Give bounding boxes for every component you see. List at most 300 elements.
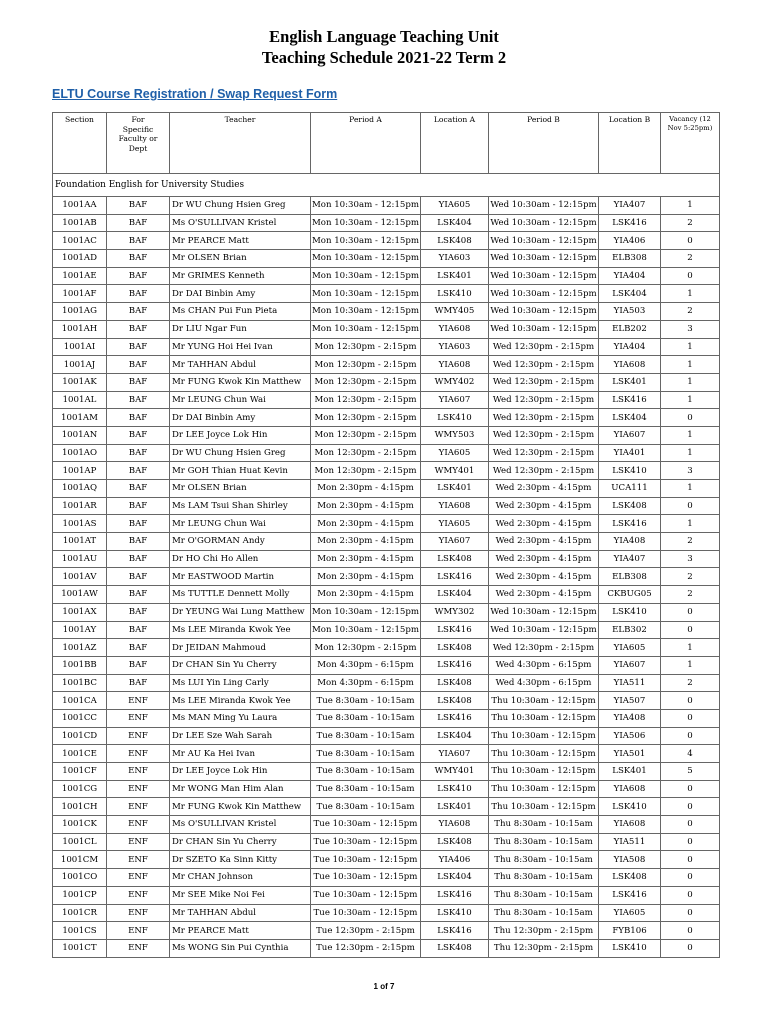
section-cell: 1001CS [53,922,107,940]
vacancy-cell: 2 [661,250,720,268]
period-b-cell: Wed 12:30pm - 2:15pm [489,391,599,409]
faculty-cell: ENF [107,886,170,904]
section-cell: 1001CM [53,851,107,869]
faculty-cell: ENF [107,833,170,851]
teacher-cell: Ms LAM Tsui Shan Shirley [170,497,311,515]
section-cell: 1001AD [53,250,107,268]
teacher-cell: Dr SZETO Ka Sinn Kitty [170,851,311,869]
location-a-cell: YIA607 [421,391,489,409]
period-a-cell: Mon 12:30pm - 2:15pm [311,639,421,657]
period-b-cell: Thu 10:30am - 12:15pm [489,692,599,710]
location-a-cell: LSK416 [421,568,489,586]
faculty-cell: ENF [107,798,170,816]
section-cell: 1001AY [53,621,107,639]
table-row [53,533,720,551]
period-b-cell: Wed 10:30am - 12:15pm [489,285,599,303]
faculty-cell: BAF [107,267,170,285]
section-cell: 1001AI [53,338,107,356]
vacancy-cell: 0 [661,232,720,250]
location-a-cell: YIA605 [421,197,489,215]
section-cell: 1001CE [53,745,107,763]
period-a-cell: Tue 10:30am - 12:15pm [311,816,421,834]
vacancy-cell: 2 [661,568,720,586]
period-a-cell: Mon 2:30pm - 4:15pm [311,533,421,551]
column-header-period-a: Period A [311,113,421,174]
teacher-cell: Dr CHAN Sin Yu Cherry [170,833,311,851]
teacher-cell: Mr PEARCE Matt [170,232,311,250]
location-a-cell: WMY405 [421,303,489,321]
table-row [53,462,720,480]
faculty-cell: ENF [107,727,170,745]
vacancy-cell: 1 [661,373,720,391]
location-a-cell: WMY302 [421,603,489,621]
period-b-cell: Thu 8:30am - 10:15am [489,833,599,851]
location-b-cell: LSK416 [599,214,661,232]
teacher-cell: Ms LEE Miranda Kwok Yee [170,621,311,639]
location-b-cell: YIA401 [599,444,661,462]
location-a-cell: LSK404 [421,869,489,887]
location-b-cell: YIA605 [599,904,661,922]
vacancy-cell: 0 [661,727,720,745]
registration-form-link[interactable]: ELTU Course Registration / Swap Request Form [52,87,338,101]
table-row [53,639,720,657]
location-a-cell: LSK416 [421,886,489,904]
faculty-cell: BAF [107,214,170,232]
section-cell: 1001CT [53,939,107,957]
vacancy-cell: 1 [661,480,720,498]
location-a-cell: WMY401 [421,462,489,480]
teacher-cell: Mr WONG Man Him Alan [170,780,311,798]
section-cell: 1001AF [53,285,107,303]
faculty-cell: BAF [107,444,170,462]
location-b-cell: LSK416 [599,391,661,409]
column-header-location-b: Location B [599,113,661,174]
vacancy-cell: 1 [661,285,720,303]
teacher-cell: Mr CHAN Johnson [170,869,311,887]
location-a-cell: LSK416 [421,656,489,674]
location-a-cell: LSK408 [421,639,489,657]
period-b-cell: Wed 4:30pm - 6:15pm [489,674,599,692]
faculty-cell: BAF [107,550,170,568]
location-b-cell: CKBUG05 [599,586,661,604]
period-b-cell: Thu 10:30am - 12:15pm [489,727,599,745]
section-cell: 1001AE [53,267,107,285]
period-a-cell: Tue 10:30am - 12:15pm [311,886,421,904]
teacher-cell: Mr EASTWOOD Martin [170,568,311,586]
vacancy-cell: 1 [661,197,720,215]
vacancy-cell: 1 [661,426,720,444]
vacancy-cell: 0 [661,851,720,869]
vacancy-cell: 0 [661,692,720,710]
vacancy-cell: 1 [661,515,720,533]
location-b-cell: LSK408 [599,869,661,887]
period-a-cell: Tue 8:30am - 10:15am [311,745,421,763]
section-cell: 1001CD [53,727,107,745]
location-b-cell: UCA111 [599,480,661,498]
period-a-cell: Mon 12:30pm - 2:15pm [311,409,421,427]
teacher-cell: Ms O'SULLIVAN Kristel [170,214,311,232]
vacancy-cell: 0 [661,621,720,639]
table-row [53,285,720,303]
period-a-cell: Mon 10:30am - 12:15pm [311,285,421,303]
table-row [53,851,720,869]
section-cell: 1001AP [53,462,107,480]
faculty-cell: BAF [107,462,170,480]
location-b-cell: YIA511 [599,833,661,851]
table-row [53,798,720,816]
period-b-cell: Wed 2:30pm - 4:15pm [489,586,599,604]
section-cell: 1001CG [53,780,107,798]
table-row [53,250,720,268]
location-a-cell: YIA608 [421,816,489,834]
faculty-cell: BAF [107,639,170,657]
teacher-cell: Mr LEUNG Chun Wai [170,515,311,533]
location-b-cell: LSK408 [599,497,661,515]
section-cell: 1001AT [53,533,107,551]
period-a-cell: Mon 2:30pm - 4:15pm [311,497,421,515]
vacancy-cell: 0 [661,833,720,851]
period-b-cell: Thu 10:30am - 12:15pm [489,780,599,798]
period-a-cell: Tue 10:30am - 12:15pm [311,851,421,869]
faculty-cell: BAF [107,568,170,586]
location-b-cell: YIA511 [599,674,661,692]
location-a-cell: WMY402 [421,373,489,391]
vacancy-cell: 4 [661,745,720,763]
period-b-cell: Wed 12:30pm - 2:15pm [489,426,599,444]
period-b-cell: Wed 10:30am - 12:15pm [489,621,599,639]
faculty-cell: BAF [107,285,170,303]
section-cell: 1001AX [53,603,107,621]
location-a-cell: LSK404 [421,586,489,604]
location-b-cell: YIA506 [599,727,661,745]
vacancy-cell: 0 [661,709,720,727]
location-b-cell: LSK401 [599,763,661,781]
location-a-cell: LSK408 [421,674,489,692]
period-b-cell: Wed 10:30am - 12:15pm [489,232,599,250]
location-b-cell: LSK404 [599,409,661,427]
period-a-cell: Mon 10:30am - 12:15pm [311,232,421,250]
vacancy-cell: 1 [661,444,720,462]
faculty-cell: ENF [107,939,170,957]
period-a-cell: Mon 10:30am - 12:15pm [311,303,421,321]
period-a-cell: Mon 12:30pm - 2:15pm [311,462,421,480]
teacher-cell: Dr WU Chung Hsien Greg [170,444,311,462]
location-b-cell: YIA407 [599,197,661,215]
teacher-cell: Mr OLSEN Brian [170,250,311,268]
location-b-cell: YIA605 [599,639,661,657]
period-b-cell: Thu 8:30am - 10:15am [489,816,599,834]
teacher-cell: Mr O'GORMAN Andy [170,533,311,551]
section-cell: 1001CK [53,816,107,834]
period-b-cell: Wed 2:30pm - 4:15pm [489,497,599,515]
teacher-cell: Mr SEE Mike Noi Fei [170,886,311,904]
teacher-cell: Dr LIU Ngar Fun [170,320,311,338]
location-b-cell: YIA406 [599,232,661,250]
teacher-cell: Ms TUTTLE Dennett Molly [170,586,311,604]
column-header-vacancy: Vacancy (12 Nov 5:25pm) [661,113,720,174]
location-b-cell: LSK410 [599,939,661,957]
page-number: 1 of 7 [373,982,395,991]
teacher-cell: Dr DAI Binbin Amy [170,285,311,303]
period-a-cell: Mon 10:30am - 12:15pm [311,621,421,639]
table-row [53,568,720,586]
location-b-cell: YIA501 [599,745,661,763]
location-a-cell: LSK408 [421,550,489,568]
teacher-cell: Ms MAN Ming Yu Laura [170,709,311,727]
location-a-cell: LSK410 [421,780,489,798]
period-b-cell: Wed 12:30pm - 2:15pm [489,338,599,356]
vacancy-cell: 0 [661,603,720,621]
location-b-cell: ELB202 [599,320,661,338]
teacher-cell: Ms LUI Yin Ling Carly [170,674,311,692]
period-a-cell: Tue 12:30pm - 2:15pm [311,922,421,940]
vacancy-cell: 0 [661,922,720,940]
faculty-cell: BAF [107,515,170,533]
period-b-cell: Wed 4:30pm - 6:15pm [489,656,599,674]
vacancy-cell: 2 [661,303,720,321]
faculty-cell: BAF [107,197,170,215]
teacher-cell: Dr YEUNG Wai Lung Matthew [170,603,311,621]
vacancy-cell: 0 [661,904,720,922]
vacancy-cell: 3 [661,462,720,480]
period-b-cell: Wed 12:30pm - 2:15pm [489,373,599,391]
faculty-cell: ENF [107,709,170,727]
location-b-cell: YIA404 [599,338,661,356]
section-cell: 1001AA [53,197,107,215]
period-a-cell: Mon 12:30pm - 2:15pm [311,444,421,462]
period-b-cell: Thu 10:30am - 12:15pm [489,798,599,816]
period-b-cell: Wed 2:30pm - 4:15pm [489,550,599,568]
location-b-cell: LSK410 [599,462,661,480]
section-cell: 1001CC [53,709,107,727]
faculty-cell: ENF [107,851,170,869]
vacancy-cell: 0 [661,409,720,427]
location-a-cell: LSK416 [421,709,489,727]
period-a-cell: Tue 8:30am - 10:15am [311,709,421,727]
location-b-cell: YIA608 [599,356,661,374]
location-b-cell: YIA607 [599,656,661,674]
period-b-cell: Wed 12:30pm - 2:15pm [489,639,599,657]
table-row [53,267,720,285]
location-a-cell: YIA608 [421,356,489,374]
table-row [53,497,720,515]
period-a-cell: Tue 12:30pm - 2:15pm [311,939,421,957]
section-cell: 1001AZ [53,639,107,657]
section-cell: 1001AB [53,214,107,232]
column-header-location-a: Location A [421,113,489,174]
section-cell: 1001AV [53,568,107,586]
location-b-cell: LSK404 [599,285,661,303]
location-a-cell: YIA406 [421,851,489,869]
period-b-cell: Wed 2:30pm - 4:15pm [489,568,599,586]
section-cell: 1001AM [53,409,107,427]
vacancy-cell: 0 [661,497,720,515]
period-b-cell: Wed 2:30pm - 4:15pm [489,533,599,551]
vacancy-cell: 0 [661,886,720,904]
table-row [53,356,720,374]
document-header [0,26,768,68]
section-cell: 1001BB [53,656,107,674]
location-b-cell: YIA608 [599,780,661,798]
faculty-cell: ENF [107,922,170,940]
location-a-cell: LSK401 [421,267,489,285]
faculty-cell: BAF [107,426,170,444]
section-cell: 1001CH [53,798,107,816]
table-row [53,939,720,957]
vacancy-cell: 1 [661,639,720,657]
table-row [53,586,720,604]
period-b-cell: Wed 2:30pm - 4:15pm [489,480,599,498]
table-row [53,480,720,498]
teacher-cell: Dr WU Chung Hsien Greg [170,197,311,215]
teacher-cell: Ms O'SULLIVAN Kristel [170,816,311,834]
vacancy-cell: 0 [661,780,720,798]
faculty-cell: BAF [107,250,170,268]
teacher-cell: Mr AU Ka Hei Ivan [170,745,311,763]
teacher-cell: Dr HO Chi Ho Allen [170,550,311,568]
section-cell: 1001AQ [53,480,107,498]
faculty-cell: BAF [107,409,170,427]
faculty-cell: BAF [107,320,170,338]
location-a-cell: WMY401 [421,763,489,781]
vacancy-cell: 2 [661,214,720,232]
group-row [53,174,720,197]
faculty-cell: BAF [107,603,170,621]
faculty-cell: ENF [107,816,170,834]
location-b-cell: YIA408 [599,709,661,727]
table-row [53,674,720,692]
section-cell: 1001AU [53,550,107,568]
location-a-cell: LSK401 [421,480,489,498]
location-a-cell: YIA605 [421,515,489,533]
period-a-cell: Tue 8:30am - 10:15am [311,727,421,745]
location-a-cell: LSK410 [421,285,489,303]
period-a-cell: Tue 10:30am - 12:15pm [311,869,421,887]
teacher-cell: Mr TAHHAN Abdul [170,356,311,374]
section-cell: 1001AG [53,303,107,321]
location-b-cell: YIA508 [599,851,661,869]
group-title: Foundation English for University Studies [53,174,720,197]
period-a-cell: Mon 10:30am - 12:15pm [311,320,421,338]
section-cell: 1001AR [53,497,107,515]
table-row [53,320,720,338]
faculty-cell: BAF [107,303,170,321]
document-title: English Language Teaching Unit [269,27,499,46]
table-row [53,303,720,321]
location-a-cell: YIA608 [421,320,489,338]
teacher-cell: Mr OLSEN Brian [170,480,311,498]
location-b-cell: FYB106 [599,922,661,940]
table-row [53,603,720,621]
period-b-cell: Thu 8:30am - 10:15am [489,886,599,904]
period-a-cell: Tue 10:30am - 12:15pm [311,904,421,922]
teacher-cell: Dr LEE Sze Wah Sarah [170,727,311,745]
column-header-period-b: Period B [489,113,599,174]
period-b-cell: Wed 10:30am - 12:15pm [489,303,599,321]
teacher-cell: Dr JEIDAN Mahmoud [170,639,311,657]
table-row [53,869,720,887]
location-b-cell: YIA507 [599,692,661,710]
teacher-cell: Mr YUNG Hoi Hei Ivan [170,338,311,356]
period-b-cell: Wed 10:30am - 12:15pm [489,197,599,215]
table-row [53,232,720,250]
section-cell: 1001AK [53,373,107,391]
faculty-cell: ENF [107,763,170,781]
section-cell: 1001AH [53,320,107,338]
period-a-cell: Tue 8:30am - 10:15am [311,798,421,816]
vacancy-cell: 1 [661,356,720,374]
period-a-cell: Mon 12:30pm - 2:15pm [311,356,421,374]
section-cell: 1001CO [53,869,107,887]
section-cell: 1001AJ [53,356,107,374]
table-row [53,338,720,356]
location-a-cell: WMY503 [421,426,489,444]
teacher-cell: Mr FUNG Kwok Kin Matthew [170,798,311,816]
location-a-cell: LSK408 [421,692,489,710]
table-row [53,444,720,462]
period-a-cell: Mon 10:30am - 12:15pm [311,197,421,215]
period-a-cell: Mon 12:30pm - 2:15pm [311,391,421,409]
location-a-cell: LSK404 [421,214,489,232]
period-a-cell: Tue 10:30am - 12:15pm [311,833,421,851]
vacancy-cell: 0 [661,869,720,887]
teacher-cell: Dr LEE Joyce Lok Hin [170,763,311,781]
column-header-teacher: Teacher [170,113,311,174]
faculty-cell: ENF [107,692,170,710]
vacancy-cell: 1 [661,338,720,356]
location-a-cell: YIA607 [421,533,489,551]
table-row [53,727,720,745]
location-b-cell: LSK401 [599,373,661,391]
table-row [53,197,720,215]
location-b-cell: LSK416 [599,515,661,533]
table-row [53,515,720,533]
table-row [53,816,720,834]
period-a-cell: Mon 4:30pm - 6:15pm [311,656,421,674]
faculty-cell: ENF [107,780,170,798]
period-b-cell: Wed 2:30pm - 4:15pm [489,515,599,533]
vacancy-cell: 0 [661,939,720,957]
teacher-cell: Mr FUNG Kwok Kin Matthew [170,373,311,391]
teacher-cell: Ms WONG Sin Pui Cynthia [170,939,311,957]
vacancy-cell: 0 [661,267,720,285]
table-row [53,709,720,727]
table-row [53,214,720,232]
period-b-cell: Wed 10:30am - 12:15pm [489,603,599,621]
section-cell: 1001CP [53,886,107,904]
section-cell: 1001AS [53,515,107,533]
period-a-cell: Tue 8:30am - 10:15am [311,780,421,798]
column-header-section: Section [53,113,107,174]
table-row [53,763,720,781]
location-a-cell: LSK408 [421,939,489,957]
period-b-cell: Thu 10:30am - 12:15pm [489,745,599,763]
table-row [53,780,720,798]
teacher-cell: Dr DAI Binbin Amy [170,409,311,427]
table-row [53,391,720,409]
location-a-cell: LSK408 [421,232,489,250]
location-a-cell: YIA605 [421,444,489,462]
period-b-cell: Thu 8:30am - 10:15am [489,904,599,922]
teacher-cell: Ms CHAN Pui Fun Pieta [170,303,311,321]
section-cell: 1001AW [53,586,107,604]
period-a-cell: Mon 2:30pm - 4:15pm [311,515,421,533]
location-a-cell: LSK404 [421,727,489,745]
period-b-cell: Thu 12:30pm - 2:15pm [489,922,599,940]
faculty-cell: BAF [107,586,170,604]
period-b-cell: Thu 12:30pm - 2:15pm [489,939,599,957]
location-b-cell: YIA607 [599,426,661,444]
